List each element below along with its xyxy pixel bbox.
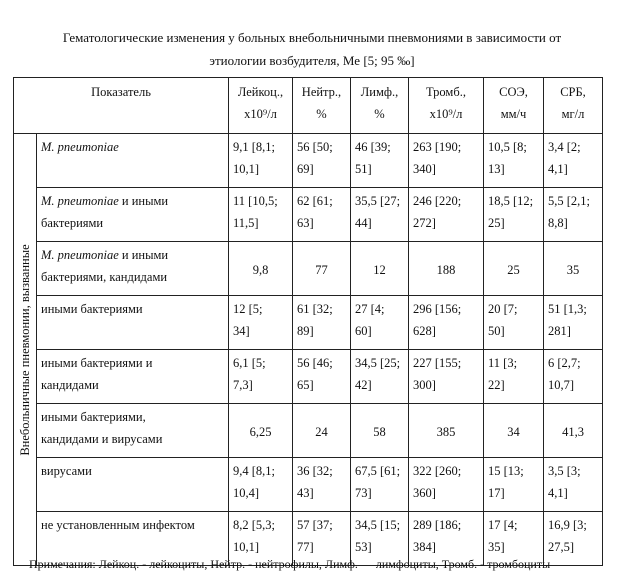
table-cell: 188 — [409, 242, 484, 296]
hematology-table — [13, 77, 603, 566]
header-param: Показатель — [14, 78, 229, 134]
table-cell: 41,3 — [544, 404, 603, 458]
table-row — [14, 188, 603, 242]
table-cell: 27 [4; 60] — [351, 296, 409, 350]
table-row — [14, 350, 603, 404]
table-cell: 77 — [293, 242, 351, 296]
table-cell: 16,9 [3; 27,5] — [544, 512, 603, 566]
table-cell: 5,5 [2,1; 8,8] — [544, 188, 603, 242]
table-cell: 12 — [351, 242, 409, 296]
row-label: M. pneumoniae и иными бактериями, кандидами — [37, 242, 229, 296]
header-col: Тромб., x10⁹/л — [409, 78, 484, 134]
table-cell: 9,4 [8,1; 10,4] — [229, 458, 293, 512]
table-cell: 6 [2,7; 10,7] — [544, 350, 603, 404]
side-label: Внебольничные пневмонии, вызванные — [18, 243, 32, 456]
row-label: иными бактериями, кандидами и вирусами — [37, 404, 229, 458]
table-cell: 6,1 [5; 7,3] — [229, 350, 293, 404]
table-cell: 56 [46; 65] — [293, 350, 351, 404]
table-cell: 61 [32; 89] — [293, 296, 351, 350]
table-row — [14, 296, 603, 350]
table-cell: 296 [156; 628] — [409, 296, 484, 350]
table-cell: 20 [7; 50] — [484, 296, 544, 350]
table-row — [14, 134, 603, 188]
table-cell: 62 [61; 63] — [293, 188, 351, 242]
table-cell: 24 — [293, 404, 351, 458]
table-cell: 34,5 [25; 42] — [351, 350, 409, 404]
table-cell: 3,4 [2; 4,1] — [544, 134, 603, 188]
row-label: не установленным инфектом — [37, 512, 229, 566]
table-cell: 57 [37; 77] — [293, 512, 351, 566]
table-row — [14, 404, 603, 458]
table-cell: 263 [190; 340] — [409, 134, 484, 188]
row-label: вирусами — [37, 458, 229, 512]
table-cell: 227 [155; 300] — [409, 350, 484, 404]
table-cell: 6,25 — [229, 404, 293, 458]
table-cell: 9,1 [8,1; 10,1] — [229, 134, 293, 188]
table-cell: 9,8 — [229, 242, 293, 296]
header-row — [14, 78, 603, 134]
table-cell: 25 — [484, 242, 544, 296]
table-cell: 12 [5; 34] — [229, 296, 293, 350]
row-label: иными бактериями и кандидами — [37, 350, 229, 404]
table-cell: 11 [10,5; 11,5] — [229, 188, 293, 242]
table-title-line-2: этиологии возбудителя, Ме [5; 95 ‰] — [209, 53, 415, 68]
table-cell: 67,5 [61; 73] — [351, 458, 409, 512]
table-cell: 15 [13; 17] — [484, 458, 544, 512]
table-cell: 46 [39; 51] — [351, 134, 409, 188]
table-cell: 36 [32; 43] — [293, 458, 351, 512]
header-col: Нейтр., % — [293, 78, 351, 134]
table-title-line-1: Гематологические изменения у больных внебольничными пневмониями в зависимости от — [62, 30, 562, 45]
row-label: M. pneumoniae и иными бактериями — [37, 188, 229, 242]
table-cell: 10,5 [8; 13] — [484, 134, 544, 188]
table-note: Примечания: Лейкоц. - лейкоциты, Нейтр. - нейтрофилы, Лимф. лимфоциты, Тромб. - тромбоциты — [29, 557, 551, 571]
table-cell: 322 [260; 360] — [409, 458, 484, 512]
table-cell: 58 — [351, 404, 409, 458]
table-cell: 289 [186; 384] — [409, 512, 484, 566]
table-cell: 56 [50; 69] — [293, 134, 351, 188]
row-label: M. pneumoniae — [37, 134, 229, 188]
table-cell: 35,5 [27; 44] — [351, 188, 409, 242]
table-row — [14, 242, 603, 296]
row-label: иными бактериями — [37, 296, 229, 350]
header-col: СРБ, мг/л — [544, 78, 603, 134]
header-col: Лимф., % — [351, 78, 409, 134]
table-cell: 34 — [484, 404, 544, 458]
table-cell: 51 [1,3; 281] — [544, 296, 603, 350]
header-col: СОЭ, мм/ч — [484, 78, 544, 134]
table-cell: 34,5 [15; 53] — [351, 512, 409, 566]
table-row — [14, 458, 603, 512]
table-cell: 385 — [409, 404, 484, 458]
table-cell: 11 [3; 22] — [484, 350, 544, 404]
side-label-cell — [14, 134, 37, 566]
table-cell: 18,5 [12; 25] — [484, 188, 544, 242]
header-col: Лейкоц., x10⁹/л — [229, 78, 293, 134]
table-cell: 246 [220; 272] — [409, 188, 484, 242]
table-cell: 3,5 [3; 4,1] — [544, 458, 603, 512]
table-cell: 8,2 [5,3; 10,1] — [229, 512, 293, 566]
table-cell: 17 [4; 35] — [484, 512, 544, 566]
table-cell: 35 — [544, 242, 603, 296]
